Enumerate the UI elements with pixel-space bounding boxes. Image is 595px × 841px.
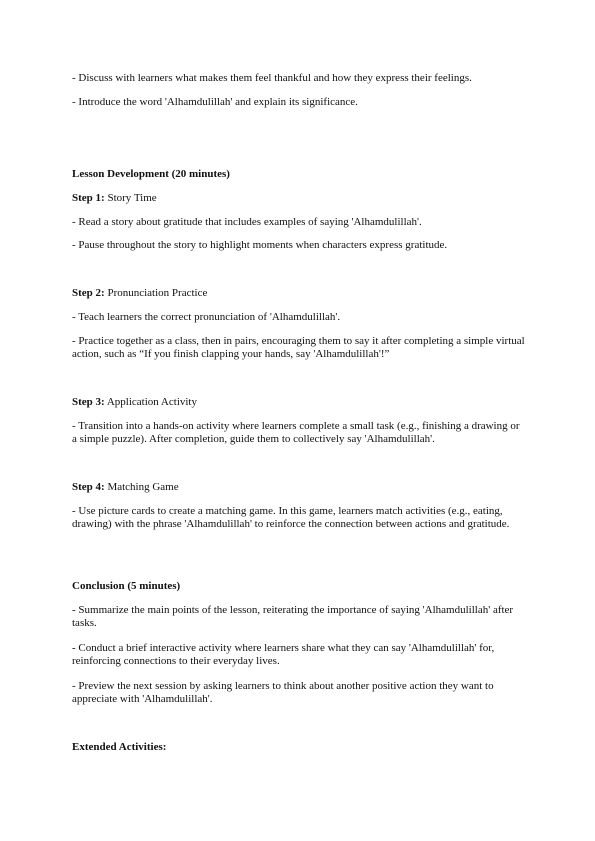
step-4-item-1: - Use picture cards to create a matching game. In this game, learners match activities (e.g., eating, drawing) with the phrase 'Alhamdulillah' to reinforce the connection between actions and gratitude. — [72, 505, 510, 530]
step-3-heading — [72, 396, 527, 409]
step-3-item-1: - Transition into a hands-on activity where learners complete a small task (e.g., finishing a drawing or a simple puzzle). After completion, guide them to collectively say 'Alhamdulillah'. — [72, 420, 520, 445]
step-1-item-1: - Read a story about gratitude that includes examples of saying 'Alhamdulillah'. — [72, 216, 422, 228]
step-1-item-2: - Pause throughout the story to highlight moments when characters express gratitude. — [72, 239, 448, 251]
conclusion-item-2: - Conduct a brief interactive activity where learners share what they can say 'Alhamdulillah' for, reinforcing connections to their everyday lives. — [72, 642, 495, 667]
conclusion-item-1: - Summarize the main points of the lesson, reiterating the importance of saying 'Alhamdulillah' after tasks. — [72, 604, 514, 629]
step-4-heading — [72, 481, 527, 494]
step-2-item-2: - Practice together as a class, then in pairs, encouraging them to say it after completing a simple virtual action, such as “If you finish clapping your hands, say 'Alhamdulillah'!” — [72, 335, 525, 360]
conclusion-item-3: - Preview the next session by asking learners to think about another positive action they want to appreciate with 'Alhamdulillah'. — [72, 680, 494, 705]
step-2-label: Step 2: — [72, 287, 105, 299]
intro-paragraph-1: - Discuss with learners what makes them feel thankful and how they express their feelings. — [72, 72, 472, 84]
step-2-item-1: - Teach learners the correct pronunciation of 'Alhamdulillah'. — [72, 311, 341, 323]
step-1-label: Step 1: — [72, 192, 105, 204]
step-4-label: Step 4: — [72, 481, 105, 493]
extended-activities-heading: Extended Activities: — [72, 741, 167, 753]
step-3-title: Application Activity — [106, 396, 197, 408]
step-1-heading — [72, 192, 527, 205]
step-4-title: Matching Game — [107, 481, 179, 493]
step-2-heading — [72, 287, 527, 300]
step-2-title: Pronunciation Practice — [107, 287, 208, 299]
step-3-label: Step 3: — [72, 396, 105, 408]
step-1-title: Story Time — [107, 192, 157, 204]
intro-paragraph-2: - Introduce the word 'Alhamdulillah' and explain its significance. — [72, 96, 358, 108]
conclusion-heading: Conclusion (5 minutes) — [72, 580, 181, 592]
lesson-development-heading: Lesson Development (20 minutes) — [72, 168, 230, 180]
